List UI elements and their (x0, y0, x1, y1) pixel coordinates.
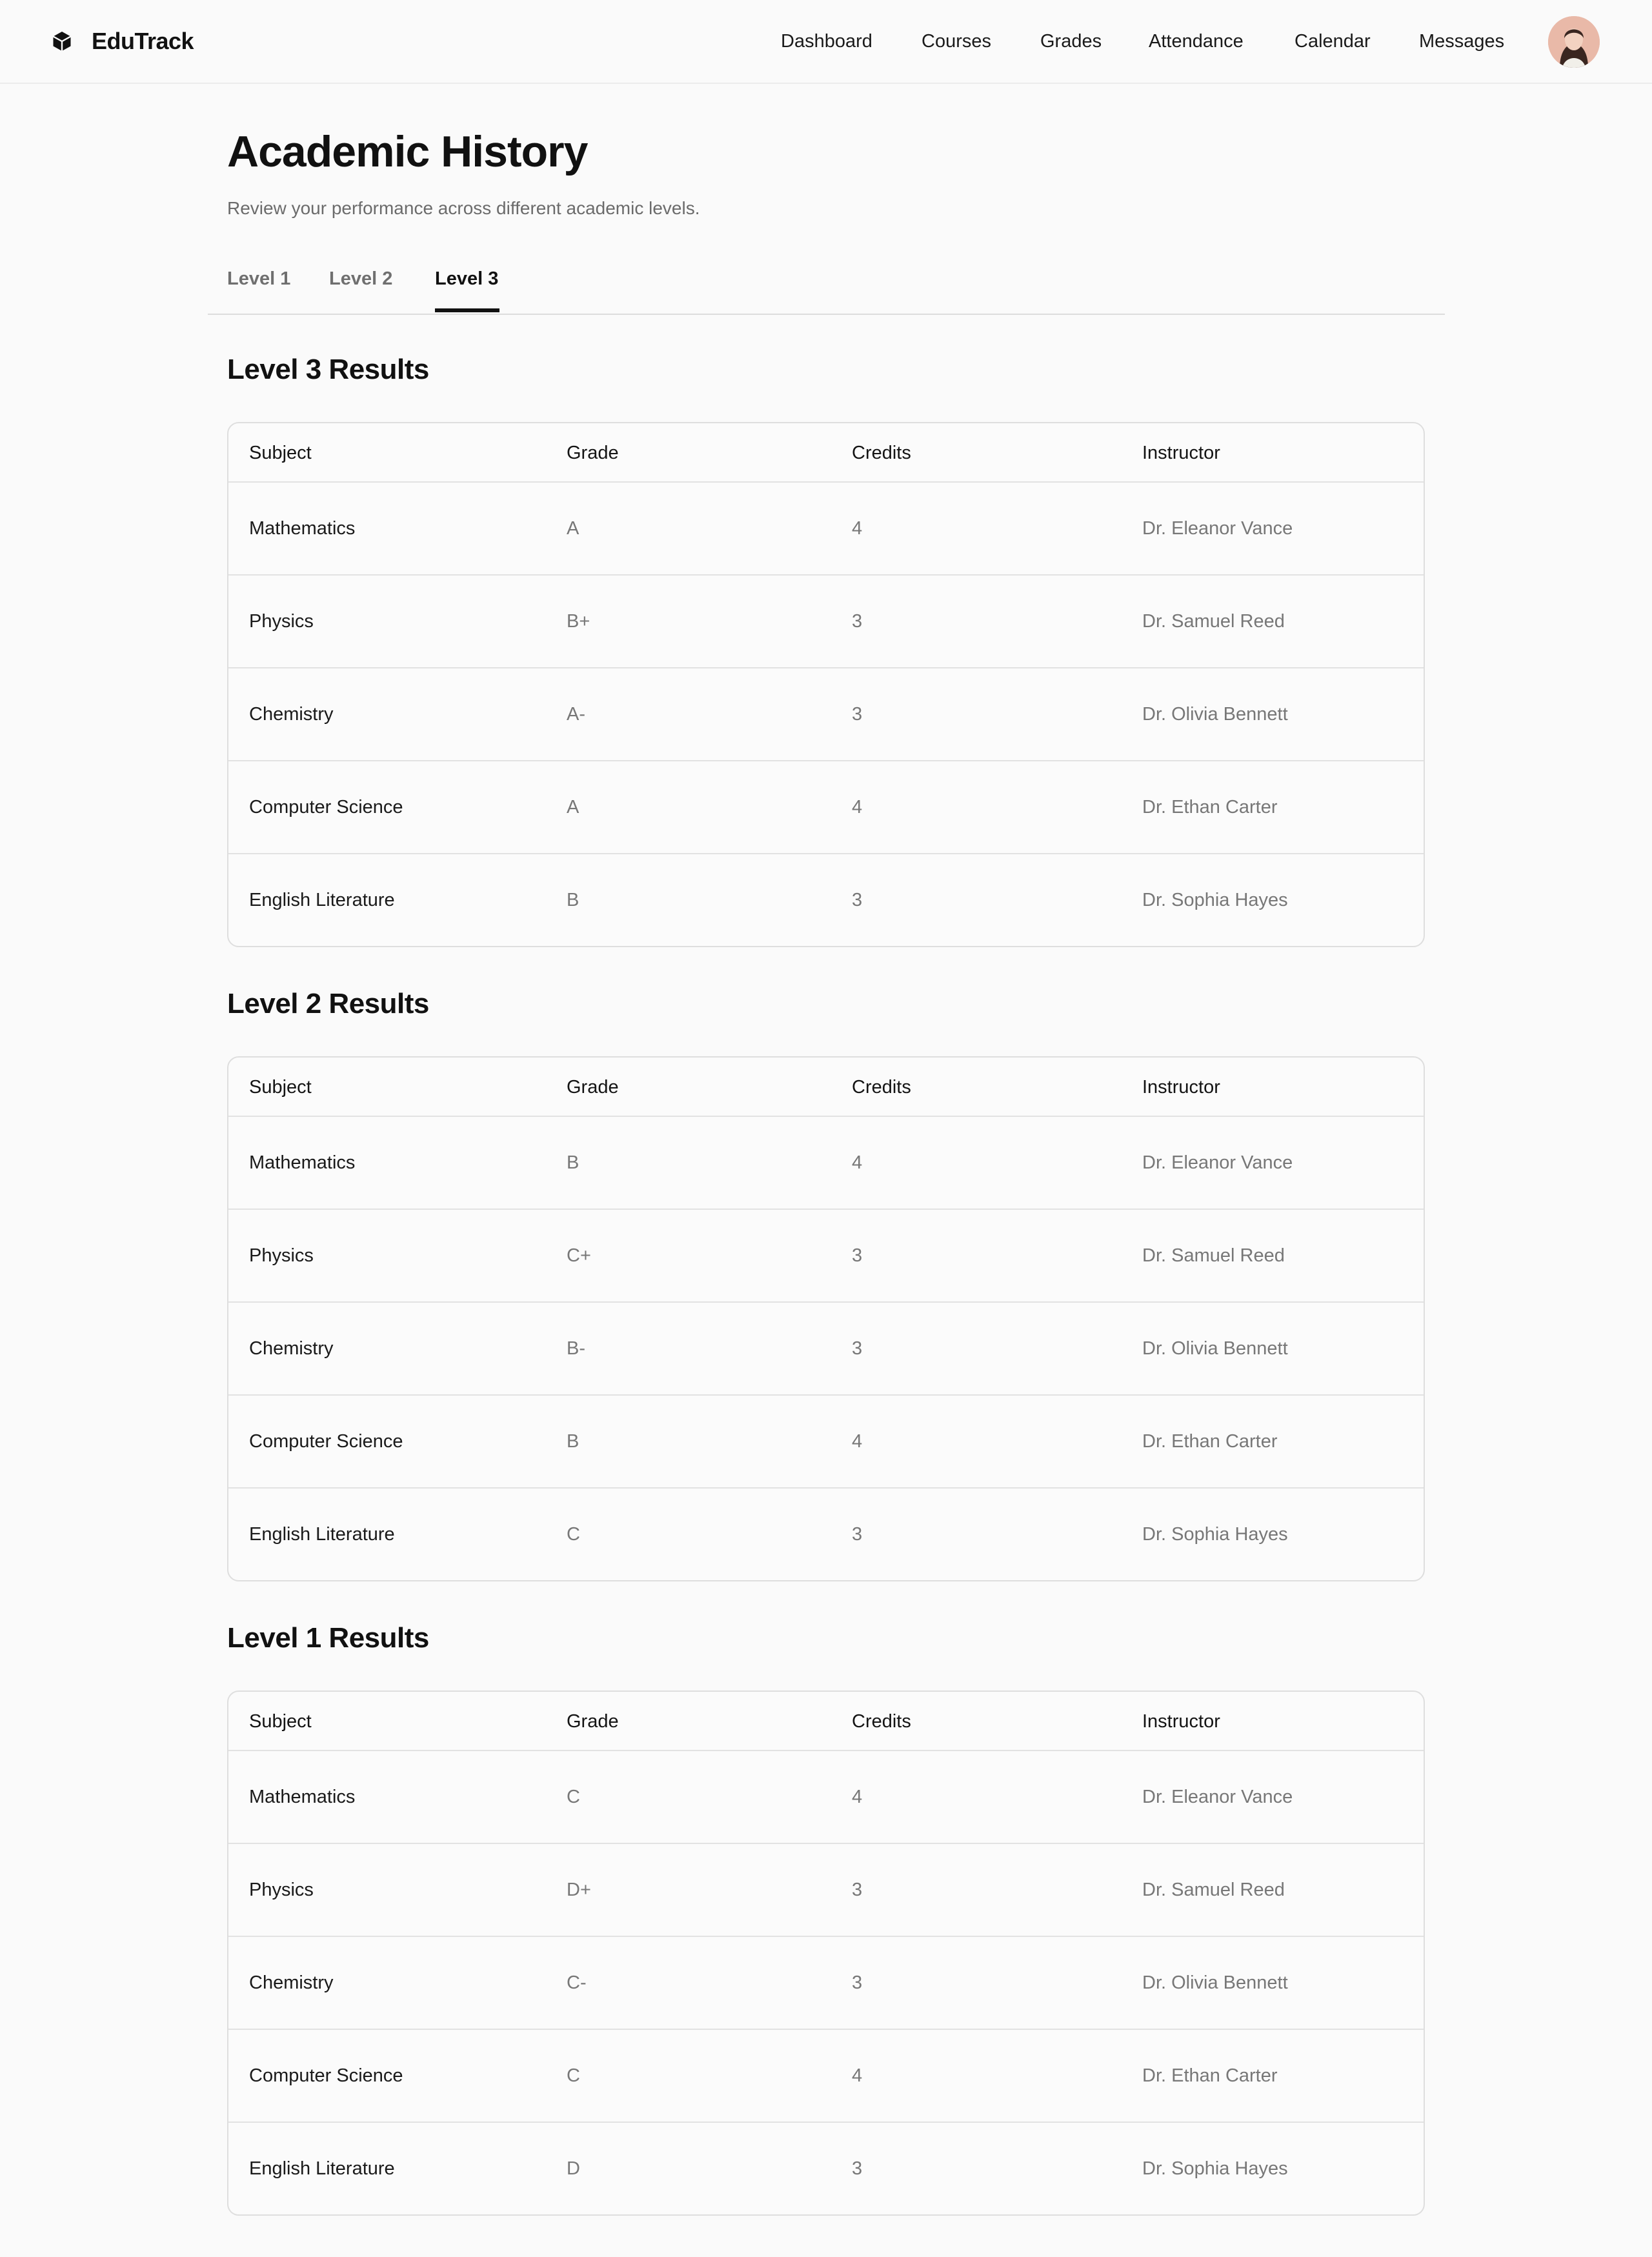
cell-credits: 4 (852, 1431, 863, 1452)
cell-subject: Computer Science (249, 797, 403, 818)
cell-instructor: Dr. Sophia Hayes (1142, 890, 1288, 910)
cell-credits: 3 (852, 1524, 863, 1545)
column-header-grade: Grade (567, 1711, 619, 1732)
cell-credits: 3 (852, 2158, 863, 2179)
cell-instructor: Dr. Ethan Carter (1142, 797, 1278, 818)
table-row (228, 1396, 1424, 1489)
cell-credits: 4 (852, 1787, 863, 1807)
table-row (228, 761, 1424, 854)
table-row (228, 576, 1424, 668)
results-table (227, 1056, 1425, 1581)
cell-credits: 4 (852, 2065, 863, 2086)
cell-credits: 4 (852, 518, 863, 539)
column-header-instructor: Instructor (1142, 1711, 1220, 1732)
page-subtitle: Review your performance across different academic levels. (227, 198, 700, 218)
cell-instructor: Dr. Olivia Bennett (1142, 1972, 1288, 1993)
column-header-credits: Credits (852, 1711, 911, 1732)
results-table (227, 1690, 1425, 2216)
table-row (228, 854, 1424, 947)
nav-courses[interactable]: Courses (922, 31, 991, 52)
section-title: Level 2 Results (227, 988, 429, 1019)
nav-dashboard[interactable]: Dashboard (781, 31, 872, 52)
tab-level-1[interactable]: Level 1 (227, 268, 291, 289)
cell-instructor: Dr. Eleanor Vance (1142, 518, 1293, 539)
tab-level-3[interactable]: Level 3 (435, 268, 499, 289)
cell-subject: Mathematics (249, 1787, 356, 1807)
cell-instructor: Dr. Sophia Hayes (1142, 1524, 1288, 1545)
app-name: EduTrack (92, 28, 194, 54)
table-row (228, 1303, 1424, 1396)
column-header-instructor: Instructor (1142, 1077, 1220, 1098)
table-row (228, 1117, 1424, 1210)
cell-grade: B (567, 890, 579, 910)
cell-grade: B+ (567, 611, 590, 632)
table-row (228, 1937, 1424, 2030)
level-tabs (208, 252, 1445, 315)
nav-attendance[interactable]: Attendance (1149, 31, 1244, 52)
table-header-row (228, 423, 1424, 483)
cell-instructor: Dr. Samuel Reed (1142, 1880, 1285, 1900)
cell-credits: 4 (852, 797, 863, 818)
column-header-credits: Credits (852, 1077, 911, 1098)
table-row (228, 483, 1424, 576)
cube-icon (50, 30, 74, 53)
page-title: Academic History (227, 127, 588, 176)
cell-instructor: Dr. Ethan Carter (1142, 2065, 1278, 2086)
cell-grade: A- (567, 704, 585, 725)
cell-credits: 3 (852, 1880, 863, 1900)
active-tab-indicator (435, 308, 499, 312)
avatar[interactable] (1548, 16, 1600, 68)
cell-subject: Computer Science (249, 2065, 403, 2086)
nav-grades[interactable]: Grades (1040, 31, 1102, 52)
cell-credits: 3 (852, 704, 863, 725)
cell-instructor: Dr. Olivia Bennett (1142, 704, 1288, 725)
cell-grade: C (567, 1787, 580, 1807)
cell-subject: English Literature (249, 890, 395, 910)
cell-instructor: Dr. Eleanor Vance (1142, 1152, 1293, 1173)
cell-grade: A (567, 797, 579, 818)
results-table (227, 422, 1425, 947)
column-header-credits: Credits (852, 443, 911, 463)
cell-grade: C+ (567, 1245, 591, 1266)
cell-instructor: Dr. Olivia Bennett (1142, 1338, 1288, 1359)
cell-instructor: Dr. Samuel Reed (1142, 611, 1285, 632)
section-title: Level 3 Results (227, 354, 429, 385)
cell-subject: Chemistry (249, 1972, 334, 1993)
column-header-subject: Subject (249, 1711, 312, 1732)
user-avatar-icon (1548, 16, 1600, 68)
table-row (228, 668, 1424, 761)
tab-level-2[interactable]: Level 2 (329, 268, 393, 289)
cell-subject: English Literature (249, 2158, 395, 2179)
cell-grade: C (567, 1524, 580, 1545)
cell-subject: Physics (249, 1880, 314, 1900)
cell-grade: B (567, 1152, 579, 1173)
nav-messages[interactable]: Messages (1419, 31, 1505, 52)
brand[interactable] (50, 23, 194, 59)
table-row (228, 1844, 1424, 1937)
cell-instructor: Dr. Ethan Carter (1142, 1431, 1278, 1452)
cell-subject: Mathematics (249, 518, 356, 539)
cell-grade: D (567, 2158, 580, 2179)
top-navbar (0, 0, 1652, 84)
cell-grade: A (567, 518, 579, 539)
table-row (228, 1489, 1424, 1581)
column-header-subject: Subject (249, 1077, 312, 1098)
cell-instructor: Dr. Sophia Hayes (1142, 2158, 1288, 2179)
cell-credits: 3 (852, 1245, 863, 1266)
cell-grade: C- (567, 1972, 587, 1993)
cell-credits: 3 (852, 1338, 863, 1359)
section-title: Level 1 Results (227, 1622, 429, 1654)
cell-instructor: Dr. Eleanor Vance (1142, 1787, 1293, 1807)
cell-credits: 3 (852, 1972, 863, 1993)
cell-subject: Physics (249, 611, 314, 632)
cell-credits: 4 (852, 1152, 863, 1173)
column-header-subject: Subject (249, 443, 312, 463)
cell-grade: B (567, 1431, 579, 1452)
cell-subject: Chemistry (249, 1338, 334, 1359)
nav-calendar[interactable]: Calendar (1294, 31, 1371, 52)
cell-subject: Chemistry (249, 704, 334, 725)
cell-subject: Physics (249, 1245, 314, 1266)
cell-grade: D+ (567, 1880, 591, 1900)
column-header-grade: Grade (567, 1077, 619, 1098)
cell-grade: B- (567, 1338, 585, 1359)
table-row (228, 1751, 1424, 1844)
column-header-instructor: Instructor (1142, 443, 1220, 463)
cell-subject: Computer Science (249, 1431, 403, 1452)
table-row (228, 2123, 1424, 2216)
cell-credits: 3 (852, 890, 863, 910)
table-header-row (228, 1058, 1424, 1117)
cell-subject: English Literature (249, 1524, 395, 1545)
cell-credits: 3 (852, 611, 863, 632)
cell-grade: C (567, 2065, 580, 2086)
table-row (228, 2030, 1424, 2123)
table-row (228, 1210, 1424, 1303)
column-header-grade: Grade (567, 443, 619, 463)
cell-instructor: Dr. Samuel Reed (1142, 1245, 1285, 1266)
table-header-row (228, 1692, 1424, 1751)
cell-subject: Mathematics (249, 1152, 356, 1173)
